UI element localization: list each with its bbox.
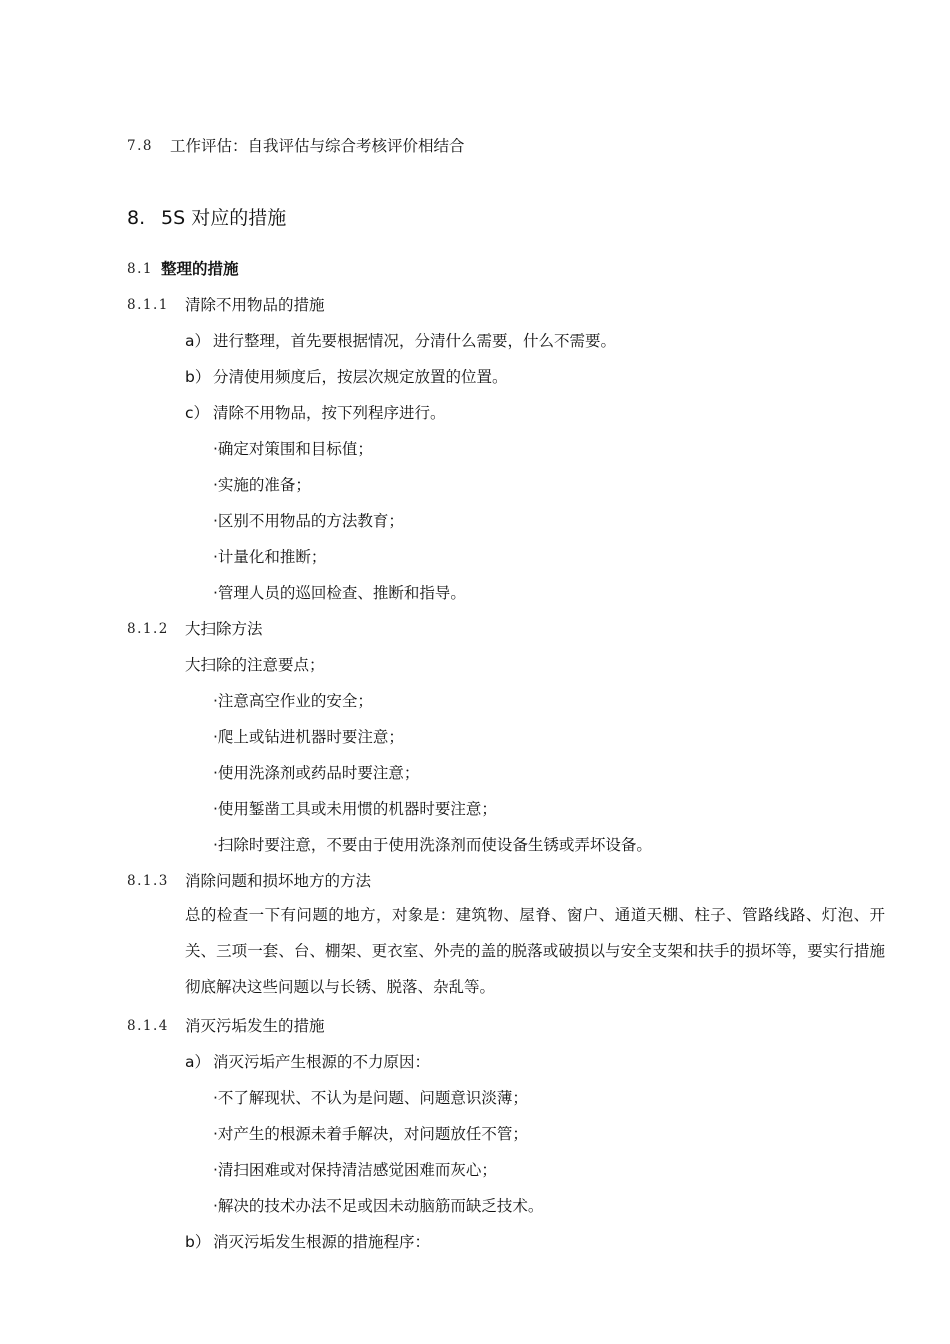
- bullet-text: ·注意高空作业的安全；: [213, 692, 373, 710]
- item-label: a）: [185, 1053, 210, 1071]
- item-text: 消灭污垢发生根源的措施程序：: [213, 1233, 431, 1251]
- section-number: 7.8: [127, 138, 153, 154]
- bullet-text: ·使用錾凿工具或未用惯的机器时要注意；: [213, 800, 497, 818]
- bullet-text: ·不了解现状、不认为是问题、问题意识淡薄；: [213, 1089, 528, 1107]
- section-title: 整理的措施: [161, 260, 239, 278]
- subsection-number: 8.1.1: [127, 297, 169, 313]
- subsection-number: 8.1.3: [127, 873, 169, 889]
- chapter-title: 5S 对应的措施: [161, 207, 287, 229]
- section-number: 8.1: [127, 261, 153, 277]
- chapter-number: 8.: [127, 207, 146, 229]
- bullet-text: ·实施的准备；: [213, 476, 311, 494]
- bullet-text: ·清扫困难或对保持清洁感觉困难而灰心；: [213, 1161, 497, 1179]
- subsection-number: 8.1.2: [127, 621, 169, 637]
- subsection-title: 大扫除方法: [185, 620, 263, 638]
- subsection-title: 清除不用物品的措施: [185, 296, 325, 314]
- subsection-title: 消除问题和损坏地方的方法: [185, 872, 372, 890]
- bullet-text: ·管理人员的巡回检查、推断和指导。: [213, 584, 466, 602]
- item-label: b）: [185, 368, 211, 386]
- item-text: 进行整理，首先要根据情况，分清什么需要，什么不需要。: [213, 332, 617, 350]
- item-label: b）: [185, 1233, 211, 1251]
- item-label: a）: [185, 332, 210, 350]
- bullet-text: ·使用洗涤剂或药品时要注意；: [213, 764, 420, 782]
- bullet-text: ·计量化和推断；: [213, 548, 327, 566]
- body-paragraph: 总的检查一下有问题的地方，对象是：建筑物、屋脊、窗户、通道天棚、柱子、管路线路、灯泡、开关、三项一套、台、棚架、更衣室、外壳的盖的脱落或破损以与安全支架和扶手的损坏等，要实行措施彻底解决这些问题以与长锈、脱落、杂乱等。: [185, 906, 885, 996]
- bullet-text: ·解决的技术办法不足或因未动脑筋而缺乏技术。: [213, 1197, 544, 1215]
- item-text: 分清使用频度后，按层次规定放置的位置。: [213, 368, 508, 386]
- subsection-number: 8.1.4: [127, 1018, 169, 1034]
- subsection-title: 消灭污垢发生的措施: [185, 1017, 325, 1035]
- bullet-text: ·确定对策围和目标值；: [213, 440, 373, 458]
- item-text: 清除不用物品，按下列程序进行。: [213, 404, 446, 422]
- bullet-text: ·对产生的根源未着手解决，对问题放任不管；: [213, 1125, 528, 1143]
- item-text: 消灭污垢产生根源的不力原因：: [213, 1053, 431, 1071]
- intro-line: 大扫除的注意要点；: [185, 656, 325, 674]
- item-label: c）: [185, 404, 210, 422]
- bullet-text: ·扫除时要注意，不要由于使用洗涤剂而使设备生锈或弄坏设备。: [213, 836, 652, 854]
- bullet-text: ·爬上或钻进机器时要注意；: [213, 728, 404, 746]
- bullet-text: ·区别不用物品的方法教育；: [213, 512, 404, 530]
- section-title: 工作评估：自我评估与综合考核评价相结合: [170, 137, 465, 155]
